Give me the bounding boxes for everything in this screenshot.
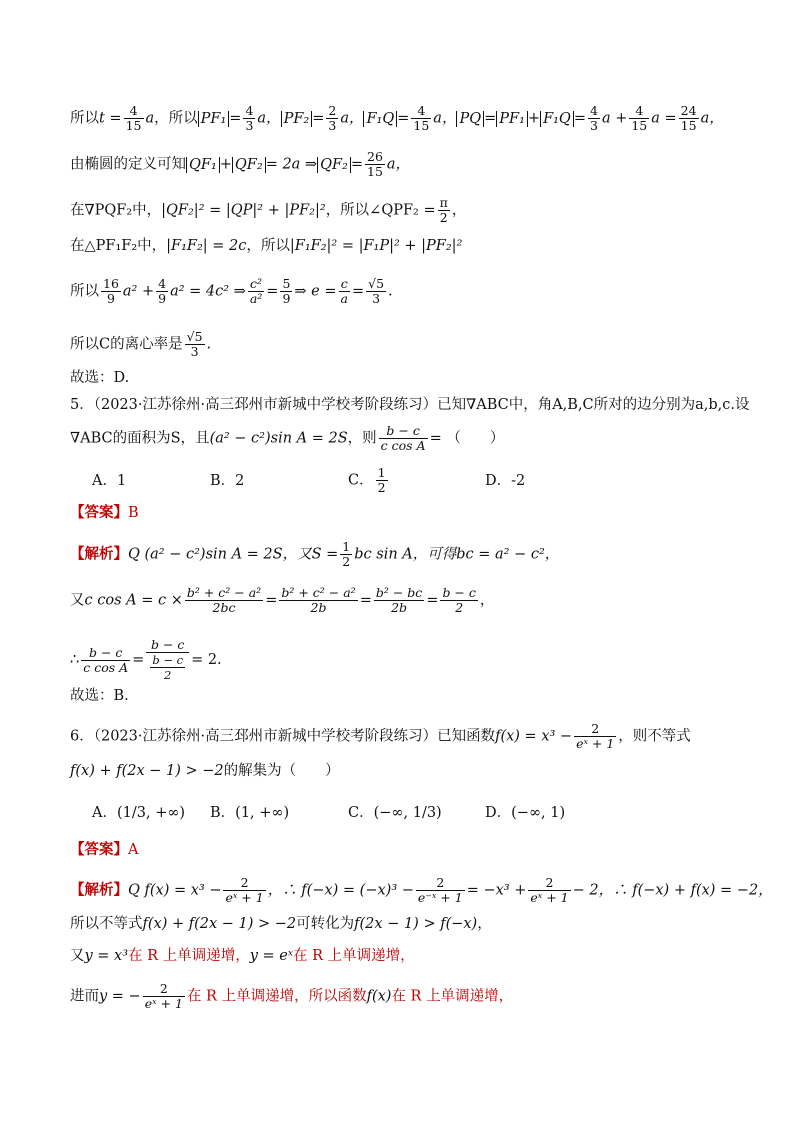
den: 3: [372, 291, 381, 306]
text: 由椭圆的定义可知: [70, 156, 186, 173]
text: 6．（2023·江苏徐州·高三邳州市新城中学校考阶段练习）已知函数: [70, 728, 496, 745]
math: = 2.: [191, 652, 222, 668]
math: =: [359, 592, 372, 609]
den: 2bc: [212, 600, 236, 615]
label: D．: [485, 473, 512, 489]
analysis-tag: 【解析】: [70, 545, 128, 563]
text: = （ ）: [429, 430, 505, 447]
text: ，: [477, 916, 492, 932]
text: 又: [70, 948, 85, 964]
solution-line-2: [70, 150, 754, 179]
math: a =: [651, 110, 677, 127]
den: c cos A: [83, 659, 129, 675]
math: a，: [433, 110, 457, 127]
math: =: [397, 110, 410, 127]
math: f(2x − 1) > f(−x): [354, 916, 478, 932]
label: C．: [348, 805, 374, 821]
q5-answer: [70, 503, 754, 523]
text: 在△PF₁F₂中，: [70, 238, 167, 254]
math: |QF₂|² = |QP|² + |PF₂|²: [161, 202, 326, 219]
fraction: [81, 646, 130, 675]
solution-line-4: [70, 236, 754, 256]
q5-option-c[interactable]: [348, 466, 390, 495]
math: − 2，∴ f(−x) + f(x) = −2，: [572, 882, 773, 899]
q6-option-b[interactable]: [210, 803, 289, 823]
q5-stem-line-1: 5．（2023·江苏徐州·高三邳州市新城中学校考阶段练习）已知∇ABC中，角A,B,C所对的边分别为a,b,c.设: [70, 397, 750, 413]
math: S =: [311, 546, 339, 563]
value: (1, +∞): [235, 805, 290, 821]
math: PF₁: [496, 111, 528, 127]
num: b² + c² − a²: [186, 585, 262, 600]
fraction: [374, 586, 424, 615]
math: (a² − c²)sin A = 2S: [209, 430, 348, 447]
num: c²: [248, 277, 264, 292]
fraction: [366, 277, 386, 306]
text: 在 R 上单调递增，: [128, 948, 250, 964]
text: ∇ABC的面积为S，且: [70, 430, 210, 447]
den: 2b: [391, 600, 408, 615]
fraction: [280, 277, 292, 306]
num: 4: [411, 104, 431, 119]
num: b − c: [146, 638, 189, 653]
solution-line-1: [70, 104, 754, 133]
num: 4: [158, 276, 167, 291]
text: 在 R 上单调递增，: [293, 948, 415, 964]
den: 9: [282, 291, 291, 306]
den: e⁻ˣ + 1: [417, 890, 463, 905]
q5-choose-b: 故选：B.: [70, 688, 129, 704]
num: 2: [416, 876, 465, 891]
den: 15: [125, 118, 142, 133]
q5-stem-line-2: [70, 424, 754, 453]
num: 5: [282, 276, 291, 291]
text: 所以C的离心率是: [70, 336, 183, 353]
den: 3: [328, 118, 337, 133]
answer-tag: 【答案】: [70, 504, 128, 521]
q6-option-d[interactable]: [485, 803, 565, 823]
num: 16: [103, 276, 119, 291]
q5-option-b[interactable]: [210, 471, 244, 491]
fraction: [528, 876, 570, 905]
den: 15: [631, 118, 648, 133]
value: (1/3, +∞): [116, 805, 186, 821]
fraction: [340, 540, 352, 569]
q6-analysis-line-4: [70, 982, 754, 1011]
den: c cos A: [380, 438, 426, 453]
math: c cos A = c ×: [84, 592, 183, 609]
fraction: [379, 424, 428, 453]
den: eˣ + 1: [530, 890, 569, 905]
math: =: [484, 110, 497, 127]
num: b − c: [379, 424, 428, 439]
math: ∴: [70, 652, 80, 668]
text: 所以: [70, 110, 99, 127]
num: b − c: [442, 585, 476, 600]
fraction: [629, 104, 649, 133]
fraction: [185, 586, 263, 615]
math: = −x³ +: [466, 882, 527, 899]
text: .: [388, 283, 393, 300]
den: 3: [589, 118, 598, 133]
den: 15: [367, 164, 383, 179]
q6-analysis-line-1: [70, 875, 773, 905]
text: 在 R 上单调递增，所以函数: [186, 988, 367, 1005]
math: y = −: [99, 988, 141, 1005]
fraction: [124, 104, 144, 133]
math: f(x): [366, 988, 392, 1005]
den: 3: [190, 344, 199, 359]
den: 9: [106, 291, 115, 306]
text: ，则: [347, 430, 377, 447]
analysis-tag: 【解析】: [70, 881, 128, 899]
den: 2: [164, 668, 172, 682]
math: =: [573, 110, 586, 127]
value: 1: [116, 473, 127, 489]
den: [146, 653, 189, 682]
num: 4: [589, 103, 598, 118]
fraction: [101, 277, 121, 306]
math: =: [312, 110, 325, 127]
label: A．: [92, 805, 117, 821]
math: F₁Q: [540, 111, 574, 127]
q6-stem-line-2: [70, 761, 754, 781]
fraction: [411, 104, 431, 133]
den: 3: [245, 118, 254, 133]
solution-line-5: [70, 277, 754, 306]
text: ，则不等式: [618, 728, 691, 745]
num: 1: [342, 539, 351, 554]
fraction: [416, 876, 465, 905]
label: B．: [210, 473, 236, 489]
fraction: [326, 104, 338, 133]
math: f(x) + f(2x − 1) > −2: [70, 763, 224, 779]
math: f(x) = x³ −: [495, 728, 573, 745]
math: =: [132, 652, 145, 668]
solution-line-6: [70, 330, 754, 359]
math: =: [266, 283, 279, 300]
math: +: [527, 110, 541, 127]
num: 2: [328, 103, 337, 118]
math: =: [426, 592, 439, 609]
text: 又: [70, 592, 85, 609]
value: (−∞, 1/3): [373, 805, 442, 821]
math: a² = 4c² ⇒: [170, 283, 246, 300]
fraction: [248, 277, 264, 306]
label: A．: [92, 473, 117, 489]
answer-value: B: [128, 505, 139, 521]
math: ，∴ f(−x) = (−x)³ −: [267, 882, 414, 899]
den: 2: [377, 480, 386, 495]
fraction: [143, 982, 185, 1011]
text: 所以不等式: [70, 916, 143, 932]
q5-analysis-line-1: [70, 540, 754, 569]
math: |F₁F₂| = 2c: [166, 238, 247, 254]
num: 26: [367, 149, 383, 164]
q5-analysis-line-3: [70, 638, 754, 682]
num: b² + c² − a²: [281, 585, 356, 600]
math: t =: [99, 110, 122, 127]
label: D．: [485, 805, 512, 821]
q5-option-d[interactable]: [485, 471, 525, 491]
math: bc = a² − c²，: [456, 546, 560, 563]
text: ，所以: [246, 238, 290, 254]
den: a²: [249, 291, 263, 306]
math: a，: [257, 110, 281, 127]
num: 24: [680, 103, 697, 118]
math: PF₁: [198, 111, 230, 127]
q6-analysis-line-3: [70, 946, 754, 966]
num: 2: [574, 722, 616, 737]
num: 2: [143, 982, 185, 997]
value: -2: [511, 473, 526, 489]
math: =: [229, 110, 242, 127]
q6-option-a[interactable]: [92, 803, 185, 823]
text: 进而: [70, 988, 99, 1005]
math: ⇒ e =: [294, 283, 337, 300]
fraction: [588, 104, 600, 133]
solution-line-3: [70, 196, 754, 225]
num: 4: [124, 104, 144, 119]
num: b² − bc: [375, 585, 423, 600]
den: a: [340, 291, 348, 306]
num: 2: [528, 876, 570, 891]
math: bc sin A，可得: [354, 546, 457, 563]
math: =: [351, 283, 365, 300]
num: 1: [377, 465, 386, 480]
q5-analysis-line-2: [70, 586, 754, 615]
q6-option-c[interactable]: [348, 803, 442, 823]
den: eˣ + 1: [225, 890, 264, 905]
num: b − c: [152, 653, 184, 667]
value: (−∞, 1): [511, 805, 566, 821]
math: =: [350, 156, 363, 173]
den: 2: [439, 210, 448, 225]
num: 2: [223, 876, 265, 891]
math: a，: [700, 110, 724, 127]
fraction: [440, 586, 477, 615]
fraction: [679, 104, 699, 133]
math: a² +: [122, 283, 155, 300]
den: 2b: [310, 600, 327, 615]
fraction: [279, 586, 357, 615]
num: 4: [245, 103, 254, 118]
text: ，: [479, 592, 495, 609]
math: f(x) + f(2x − 1) > −2: [142, 916, 297, 932]
fraction: [185, 330, 205, 359]
answer-tag: 【答案】: [70, 841, 128, 858]
text: .: [206, 336, 212, 353]
math: Q f(x) = x³ −: [128, 882, 222, 899]
q5-option-a[interactable]: [92, 471, 126, 491]
text: 可转化为: [296, 916, 355, 932]
text: ，: [451, 202, 467, 219]
q6-stem-line-1: [70, 722, 754, 751]
q6-analysis-line-2: [70, 914, 754, 934]
text: ，所以: [154, 110, 198, 127]
math: PQ: [456, 111, 484, 127]
den: 15: [680, 118, 697, 133]
math: PF₂: [281, 111, 313, 127]
fraction-inner: [150, 653, 185, 682]
text: 所以: [70, 283, 99, 300]
text: 在 R 上单调递增，: [391, 988, 514, 1005]
text: 的解集为（ ）: [223, 763, 340, 779]
fraction: [146, 638, 189, 682]
q6-answer: [70, 840, 754, 860]
label: C．: [348, 472, 374, 489]
math: QF₂: [317, 157, 351, 173]
math: Q (a² − c²)sin A = 2S，又: [128, 546, 312, 563]
num: π: [439, 195, 448, 210]
den: 2: [342, 554, 351, 569]
math: y = eˣ: [249, 948, 293, 964]
den: eˣ + 1: [576, 736, 615, 751]
fraction: [339, 277, 350, 306]
text: 在∇PQF₂中，: [70, 202, 162, 219]
fraction: [574, 722, 616, 751]
den: eˣ + 1: [144, 996, 183, 1011]
num: c: [339, 277, 350, 292]
math: =: [265, 592, 278, 609]
fraction: [438, 196, 450, 225]
math: |F₁F₂|² = |F₁P|² + |PF₂|²: [289, 238, 463, 254]
fraction: [365, 150, 385, 179]
fraction: [376, 466, 388, 495]
den: 9: [158, 291, 167, 306]
den: 15: [413, 118, 430, 133]
num: 4: [629, 104, 649, 119]
answer-value: A: [128, 842, 139, 858]
fraction: [223, 876, 265, 905]
solution-choose-d: 故选：D.: [70, 370, 130, 386]
num: b − c: [81, 646, 130, 661]
math: +: [219, 156, 232, 173]
fraction: [243, 104, 255, 133]
math: a +: [601, 110, 628, 127]
value: 2: [235, 473, 245, 489]
num: √5: [186, 329, 203, 344]
math: F₁Q: [363, 111, 397, 127]
math: QF₁: [186, 157, 220, 173]
math: a，: [386, 156, 411, 173]
math: a，: [340, 110, 364, 127]
math: QF₂: [232, 157, 266, 173]
label: B．: [210, 805, 236, 821]
fraction: [156, 277, 168, 306]
text: ，所以∠QPF₂ =: [325, 202, 436, 219]
num: √5: [368, 276, 385, 291]
math: y = x³: [84, 948, 129, 964]
math: a: [145, 110, 155, 127]
den: 2: [455, 600, 464, 615]
math: = 2a ⇒: [265, 156, 318, 173]
